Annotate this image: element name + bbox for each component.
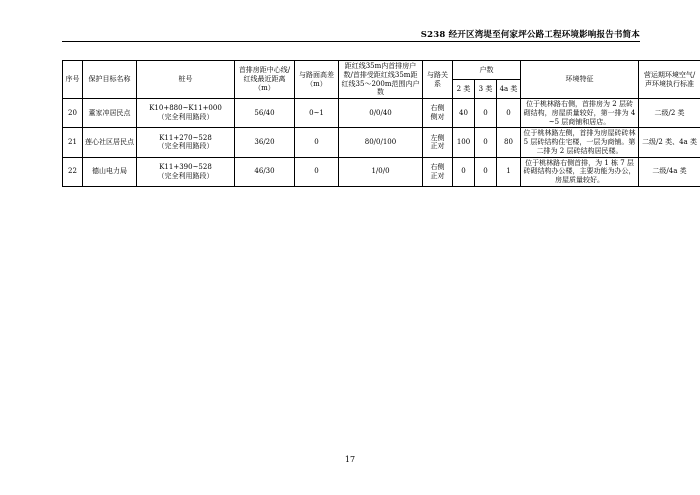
cell-stake-line1: K11+390~528 — [159, 162, 212, 171]
cell-standard: 二级/2 类 — [639, 99, 700, 128]
cell-class-3: 0 — [475, 157, 497, 186]
header-distance: 首排房距中心线/红线最近距离（m） — [235, 61, 295, 99]
header-seq: 序号 — [63, 61, 83, 99]
cell-class-2: 40 — [453, 99, 475, 128]
cell-road-relation-line1: 右侧 — [430, 162, 445, 171]
cell-stake-line1: K10+880~K11+000 — [149, 104, 222, 113]
cell-road-relation-line2: 侧对 — [430, 113, 445, 122]
header-standard: 营运期环境空气/声环境执行标准 — [639, 61, 700, 99]
cell-road-relation-line2: 正对 — [430, 142, 445, 151]
cell-env-features: 位于桃林路右侧首排，为 1 栋 7 层砖砌结构办公楼，主要功能为办公，房屋质量较好。 — [521, 157, 639, 186]
header-road-relation: 与路关系 — [423, 61, 453, 99]
cell-target-name: 董家冲居民点 — [83, 99, 137, 128]
header-class-2: 2 类 — [453, 80, 475, 99]
cell-height-diff: 0~1 — [295, 99, 339, 128]
table-header-row-1 — [63, 61, 700, 80]
header-class-3: 3 类 — [475, 80, 497, 99]
cell-households-detail: 80/0/100 — [339, 128, 423, 157]
header-stake: 桩号 — [137, 61, 235, 99]
cell-stake-line2: （完全利用路段） — [157, 113, 214, 122]
cell-distance: 46/30 — [235, 157, 295, 186]
header-class-4a: 4a 类 — [497, 80, 521, 99]
cell-env-features: 位于桃林路右侧，首排房为 2 层砖砌结构，房屋质量较好，第一排为 4~5 层商铺和居店。 — [521, 99, 639, 128]
cell-stake — [137, 128, 235, 157]
cell-distance: 36/20 — [235, 128, 295, 157]
cell-stake-line2: （完全利用路段） — [157, 142, 214, 151]
cell-height-diff: 0 — [295, 157, 339, 186]
cell-height-diff: 0 — [295, 128, 339, 157]
cell-road-relation-line1: 左侧 — [430, 133, 445, 142]
cell-stake-line2: （完全利用路段） — [157, 171, 214, 180]
cell-households-detail: 1/0/0 — [339, 157, 423, 186]
cell-seq: 22 — [63, 157, 83, 186]
cell-stake-line1: K11+270~528 — [159, 133, 212, 142]
cell-stake — [137, 99, 235, 128]
cell-road-relation — [423, 157, 453, 186]
cell-road-relation — [423, 128, 453, 157]
cell-class-3: 0 — [475, 99, 497, 128]
cell-env-features: 位于桃林路左侧，首排为房屋砖砖林 5 层砖结构住宅楼，一层为商铺。第二排为 2 层砖结构居民楼。 — [521, 128, 639, 157]
cell-seq: 21 — [63, 128, 83, 157]
cell-standard: 二级/4a 类 — [639, 157, 700, 186]
cell-stake — [137, 157, 235, 186]
cell-target-name: 莲心社区居民点 — [83, 128, 137, 157]
cell-seq: 20 — [63, 99, 83, 128]
header-households-detail: 距红线35m内首排房户数/首排受距红线35m距红线35～200m范围内户数 — [339, 61, 423, 99]
cell-target-name: 德山电力局 — [83, 157, 137, 186]
environment-protection-table-container — [62, 60, 697, 187]
cell-road-relation-line1: 右侧 — [430, 104, 445, 113]
table-row — [63, 128, 700, 157]
table-row — [63, 157, 700, 186]
header-env-features: 环境特征 — [521, 61, 639, 99]
header-height-diff: 与路面高差（m） — [295, 61, 339, 99]
table-row — [63, 99, 700, 128]
cell-class-4a: 0 — [497, 99, 521, 128]
cell-class-2: 100 — [453, 128, 475, 157]
cell-class-4a: 80 — [497, 128, 521, 157]
cell-class-3: 0 — [475, 128, 497, 157]
page-number: 17 — [344, 455, 356, 464]
cell-class-4a: 1 — [497, 157, 521, 186]
page-header-title: S238 经开区湾堤至何家坪公路工程环境影响报告书简本 — [420, 30, 640, 40]
cell-standard: 二级/2 类、4a 类 — [639, 128, 700, 157]
header-divider — [62, 41, 640, 42]
header-households-group: 户数 — [453, 61, 521, 80]
cell-distance: 56/40 — [235, 99, 295, 128]
cell-road-relation — [423, 99, 453, 128]
cell-class-2: 0 — [453, 157, 475, 186]
cell-road-relation-line2: 正对 — [430, 171, 445, 180]
cell-households-detail: 0/0/40 — [339, 99, 423, 128]
environment-protection-table — [62, 60, 700, 187]
header-protection-target: 保护目标名称 — [83, 61, 137, 99]
